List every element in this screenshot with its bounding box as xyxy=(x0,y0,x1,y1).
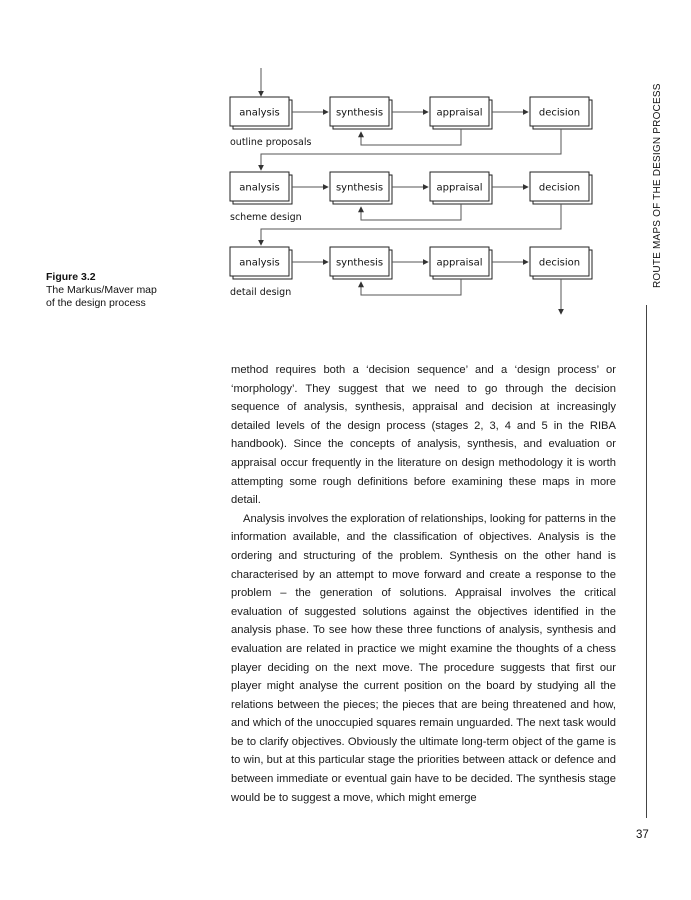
process-box xyxy=(530,247,592,279)
process-box xyxy=(430,172,492,204)
process-box xyxy=(530,172,592,204)
body-text xyxy=(231,361,616,807)
box-label: appraisal xyxy=(436,107,483,119)
box-label: analysis xyxy=(239,107,280,119)
stage-row-1 xyxy=(230,97,592,170)
figure-caption-line: of the design process xyxy=(46,297,146,309)
side-rule xyxy=(646,305,647,818)
box-label: appraisal xyxy=(436,257,483,269)
paragraph: Analysis involves the exploration of relationships, looking for patterns in the information available, and the classification of objectives. Analysis is the ordering and structuring of the problem. Synthesis on the other hand is characterised by an attempt to move forward and create a response to the problem – the generation of solutions. Appraisal involves the critical evaluation of suggested solutions against the objectives identified in the analysis phase. To see how these three functions of analysis, synthesis and evaluation are related in practice we might examine the thoughts of a chess player deciding on the next move. The procedure suggests that first our player might analyse the current position on the board by studying all the relations between the pieces; the pieces that are being threatened and how, and which of the unoccupied squares remain unguarded. The next task would be to clarify objectives. Obviously the ultimate long-term object of the game is to win, but at this particular stage the priorities between attack or defence and between immediate or eventual gain have to be decided. The synthesis stage would be to suggest a move, which might emerge xyxy=(231,512,616,804)
box-label: synthesis xyxy=(335,182,384,194)
box-label: analysis xyxy=(239,182,280,194)
stage-row-2 xyxy=(230,172,592,245)
figure-number: Figure 3.2 xyxy=(46,271,96,283)
process-box xyxy=(530,97,592,129)
process-box xyxy=(230,172,292,204)
box-label: synthesis xyxy=(335,257,384,269)
stage-label: scheme design xyxy=(230,212,302,223)
process-box xyxy=(230,247,292,279)
figure-caption-line: The Markus/Maver map xyxy=(46,284,157,296)
stage-row-3 xyxy=(230,247,592,314)
page-number: 37 xyxy=(636,829,649,841)
paragraph: method requires both a ‘decision sequence’ and a ‘design process’ or ‘morphology’. They suggest that we need to go through the decision sequence of analysis, synthesis, appraisal and decision at increasingly detailed levels of the design process (stages 2, 3, 4 and 5 in the RIBA handbook). Since the concepts of analysis, synthesis, and evaluation or appraisal occur frequently in the literature on design methodology it is worth attempting some rough definitions before examining these maps in more detail. xyxy=(231,364,616,507)
box-label: decision xyxy=(538,182,581,194)
process-box xyxy=(330,247,392,279)
box-label: appraisal xyxy=(436,182,483,194)
running-header: ROUTE MAPS OF THE DESIGN PROCESS xyxy=(652,83,663,288)
box-label: decision xyxy=(538,107,581,119)
figure-caption xyxy=(46,271,196,310)
stage-label: outline proposals xyxy=(230,137,312,148)
stage-label: detail design xyxy=(230,287,292,298)
process-box xyxy=(430,97,492,129)
box-label: analysis xyxy=(239,257,280,269)
box-label: decision xyxy=(538,257,581,269)
process-box xyxy=(430,247,492,279)
process-box xyxy=(230,97,292,129)
box-label: synthesis xyxy=(335,107,384,119)
process-box xyxy=(330,97,392,129)
process-box xyxy=(330,172,392,204)
